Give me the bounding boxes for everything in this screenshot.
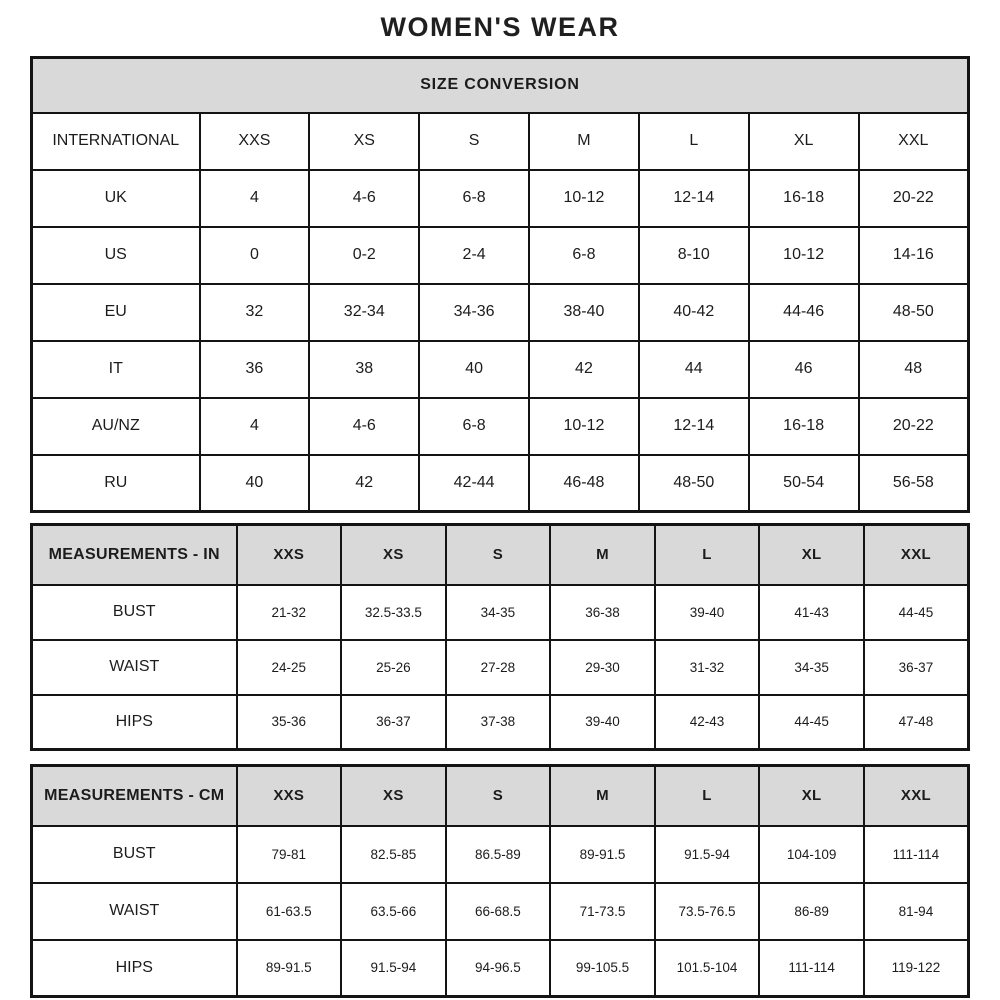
size-column-header: L [655,525,760,585]
size-column-header: XXS [237,525,342,585]
page-title: WOMEN'S WEAR [380,12,620,42]
size-value: 48-50 [639,455,749,512]
size-value: 38-40 [529,284,639,341]
measurement-value: 104-109 [759,826,864,883]
size-value: 10-12 [529,170,639,227]
page [30,0,970,998]
size-column-header: XL [759,525,864,585]
size-value: 48 [859,341,969,398]
measurements-cm-table [30,764,970,998]
measurement-value: 89-91.5 [237,940,342,997]
measurements-in-table [30,523,970,751]
size-column-header: XS [309,113,419,170]
region-label: EU [32,284,200,341]
size-value: 12-14 [639,170,749,227]
measurements-in-header-row [32,525,969,585]
size-conversion-row [32,227,969,284]
measurement-row [32,940,969,997]
measurement-value: 61-63.5 [237,883,342,940]
measurement-value: 86.5-89 [446,826,551,883]
measurement-value: 44-45 [864,585,969,640]
size-column-header: XXS [200,113,310,170]
measurement-row [32,640,969,695]
size-value: 4-6 [309,170,419,227]
size-column-header: XL [749,113,859,170]
measurement-row [32,585,969,640]
measurement-value: 94-96.5 [446,940,551,997]
measurement-value: 32.5-33.5 [341,585,446,640]
size-value: 40-42 [639,284,749,341]
size-value: 56-58 [859,455,969,512]
measurement-value: 111-114 [864,826,969,883]
measurement-row [32,826,969,883]
size-value: 4 [200,398,310,455]
size-value: 36 [200,341,310,398]
size-value: 6-8 [529,227,639,284]
size-value: 42 [529,341,639,398]
measurement-label: HIPS [32,695,237,750]
size-conversion-row [32,170,969,227]
measurement-value: 86-89 [759,883,864,940]
measurement-value: 41-43 [759,585,864,640]
size-value: 6-8 [419,170,529,227]
size-value: 50-54 [749,455,859,512]
region-label: RU [32,455,200,512]
measurement-value: 44-45 [759,695,864,750]
size-value: 32-34 [309,284,419,341]
size-value: 42 [309,455,419,512]
measurement-value: 99-105.5 [550,940,655,997]
size-value: 4 [200,170,310,227]
size-value: 2-4 [419,227,529,284]
measurement-label: BUST [32,585,237,640]
size-column-header-row [32,113,969,170]
region-label: UK [32,170,200,227]
measurement-row [32,883,969,940]
measurement-value: 36-37 [864,640,969,695]
size-column-header: S [419,113,529,170]
size-value: 40 [200,455,310,512]
size-column-header: XXS [237,766,342,826]
size-column-header: M [550,766,655,826]
size-column-header: XS [341,766,446,826]
measurement-value: 31-32 [655,640,760,695]
measurement-label: WAIST [32,883,237,940]
measurement-label: BUST [32,826,237,883]
measurements-cm-header-row [32,766,969,826]
measurement-value: 111-114 [759,940,864,997]
size-value: 32 [200,284,310,341]
size-conversion-row [32,398,969,455]
measurement-value: 36-38 [550,585,655,640]
measurement-row [32,695,969,750]
size-value: 16-18 [749,170,859,227]
size-column-header: L [655,766,760,826]
measurement-value: 89-91.5 [550,826,655,883]
size-column-header: S [446,525,551,585]
size-value: 20-22 [859,170,969,227]
measurement-label: WAIST [32,640,237,695]
region-label: US [32,227,200,284]
size-column-header: XXL [864,766,969,826]
measurement-value: 39-40 [655,585,760,640]
measurement-value: 66-68.5 [446,883,551,940]
measurement-value: 25-26 [341,640,446,695]
size-column-header: M [550,525,655,585]
size-column-header: XXL [864,525,969,585]
measurement-value: 29-30 [550,640,655,695]
measurement-value: 24-25 [237,640,342,695]
size-value: 20-22 [859,398,969,455]
measurement-value: 36-37 [341,695,446,750]
region-label: IT [32,341,200,398]
size-value: 16-18 [749,398,859,455]
size-value: 38 [309,341,419,398]
size-conversion-row [32,284,969,341]
measurement-value: 73.5-76.5 [655,883,760,940]
size-value: 48-50 [859,284,969,341]
measurement-value: 34-35 [759,640,864,695]
size-value: 44 [639,341,749,398]
size-conversion-row [32,455,969,512]
measurement-value: 82.5-85 [341,826,446,883]
measurement-value: 71-73.5 [550,883,655,940]
measurement-value: 39-40 [550,695,655,750]
measurement-value: 27-28 [446,640,551,695]
size-value: 14-16 [859,227,969,284]
size-value: 4-6 [309,398,419,455]
size-conversion-banner-row [32,58,969,113]
measurement-value: 79-81 [237,826,342,883]
size-column-header: XL [759,766,864,826]
size-column-header: L [639,113,749,170]
measurement-value: 81-94 [864,883,969,940]
size-value: 10-12 [529,398,639,455]
size-column-header: XXL [859,113,969,170]
size-value: 12-14 [639,398,749,455]
size-value: 40 [419,341,529,398]
measurements-cm-header: MEASUREMENTS - CM [32,766,237,826]
international-column-header: INTERNATIONAL [32,113,200,170]
size-conversion-table [30,56,970,513]
spacer [30,751,970,764]
size-value: 46 [749,341,859,398]
measurement-value: 35-36 [237,695,342,750]
measurement-value: 47-48 [864,695,969,750]
measurement-value: 91.5-94 [655,826,760,883]
size-column-header: S [446,766,551,826]
size-value: 34-36 [419,284,529,341]
measurement-label: HIPS [32,940,237,997]
size-value: 46-48 [529,455,639,512]
spacer [30,513,970,523]
measurement-value: 37-38 [446,695,551,750]
size-column-header: XS [341,525,446,585]
size-value: 0 [200,227,310,284]
size-conversion-header: SIZE CONVERSION [32,58,969,113]
size-value: 0-2 [309,227,419,284]
measurement-value: 91.5-94 [341,940,446,997]
measurement-value: 42-43 [655,695,760,750]
measurement-value: 63.5-66 [341,883,446,940]
size-value: 6-8 [419,398,529,455]
measurement-value: 119-122 [864,940,969,997]
measurement-value: 34-35 [446,585,551,640]
measurements-in-header: MEASUREMENTS - IN [32,525,237,585]
size-column-header: M [529,113,639,170]
size-value: 42-44 [419,455,529,512]
size-value: 10-12 [749,227,859,284]
size-value: 44-46 [749,284,859,341]
region-label: AU/NZ [32,398,200,455]
measurement-value: 101.5-104 [655,940,760,997]
size-value: 8-10 [639,227,749,284]
measurement-value: 21-32 [237,585,342,640]
size-conversion-row [32,341,969,398]
